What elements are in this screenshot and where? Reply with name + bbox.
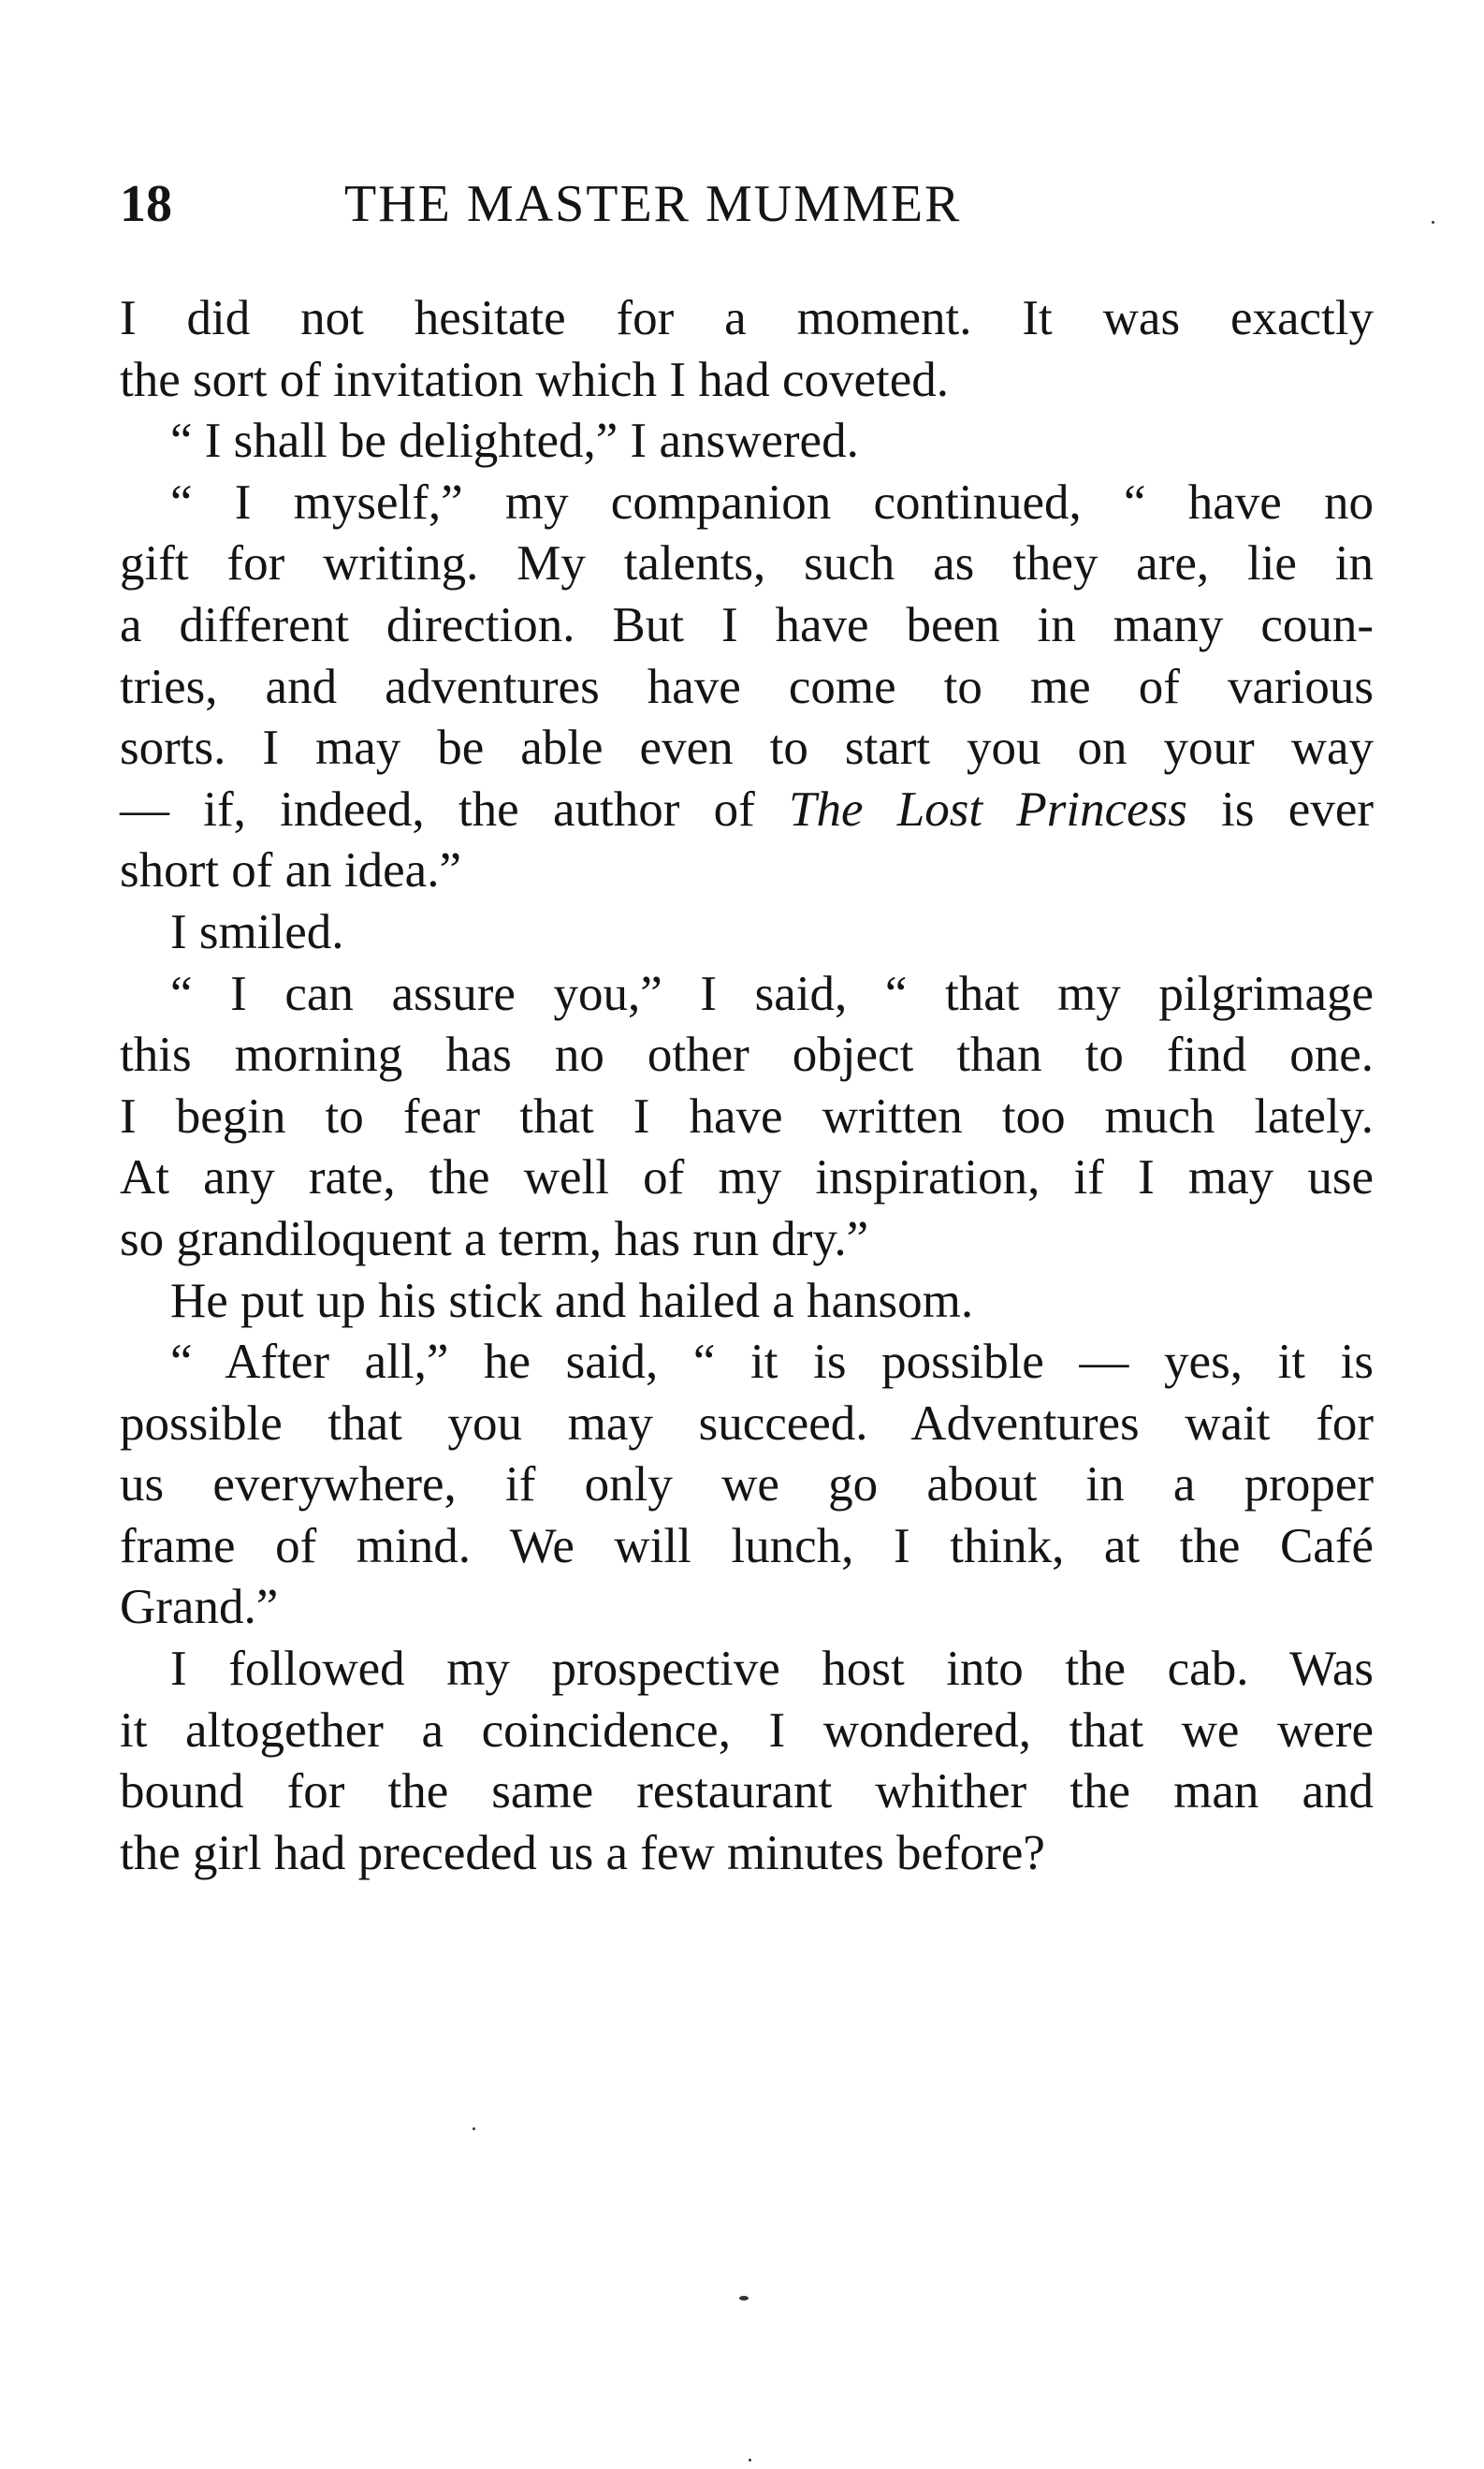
page-number: 18 xyxy=(120,175,172,233)
text-line: “ I can assure you,” I said, “ that my pilgrimage xyxy=(170,966,1374,1021)
text-line: it altogether a coincidence, I wondered, that we were xyxy=(120,1702,1374,1758)
text-line: a different direction. But I have been in many coun- xyxy=(120,597,1374,652)
running-title: THE MASTER MUMMER xyxy=(344,175,962,233)
body-text xyxy=(120,288,1374,1884)
running-head xyxy=(120,171,1374,237)
text-line: At any rate, the well of my inspiration, if I may use xyxy=(120,1150,1374,1205)
text-line: the sort of invitation which I had coveted. xyxy=(120,352,950,407)
text-line: the girl had preceded us a few minutes before? xyxy=(120,1825,1045,1880)
text-line: I smiled. xyxy=(170,904,344,959)
text-line: frame of mind. We will lunch, I think, at the Café xyxy=(120,1518,1374,1573)
text-line: sorts. I may be able even to start you on your way xyxy=(120,721,1374,776)
text-line: this morning has no other object than to find one. xyxy=(120,1028,1374,1083)
text-line: bound for the same restaurant whither the man and xyxy=(120,1764,1374,1819)
text-line: I followed my prospective host into the cab. Was xyxy=(170,1642,1374,1697)
text-line: — if, indeed, the author of The Lost Princess is ever xyxy=(120,782,1374,837)
text-line: us everywhere, if only we go about in a proper xyxy=(120,1457,1374,1512)
text-line: tries, and adventures have come to me of various xyxy=(120,659,1374,714)
text-line: I begin to fear that I have written too much lately. xyxy=(120,1088,1374,1144)
text-line: I did not hesitate for a moment. It was exactly xyxy=(120,291,1374,345)
text-line: short of an idea.” xyxy=(120,843,461,898)
text-line: so grandiloquent a term, has run dry.” xyxy=(120,1211,869,1266)
ink-speck xyxy=(1432,221,1434,224)
ink-speck xyxy=(739,2296,749,2301)
text-line: “ I myself,” my companion continued, “ have no xyxy=(170,475,1374,530)
text-line: He put up his stick and hailed a hansom. xyxy=(170,1273,974,1328)
text-line: gift for writing. My talents, such as they are, lie in xyxy=(120,536,1374,592)
ink-speck xyxy=(749,2459,751,2462)
text-line: “ After all,” he said, “ it is possible — yes, it is xyxy=(170,1335,1374,1390)
text-line: Grand.” xyxy=(120,1580,279,1635)
text-line: “ I shall be delighted,” I answered. xyxy=(170,414,859,469)
book-title: The Lost Princess xyxy=(789,782,1187,837)
text-line: possible that you may succeed. Adventures wait for xyxy=(120,1395,1374,1451)
ink-speck xyxy=(473,2127,475,2130)
